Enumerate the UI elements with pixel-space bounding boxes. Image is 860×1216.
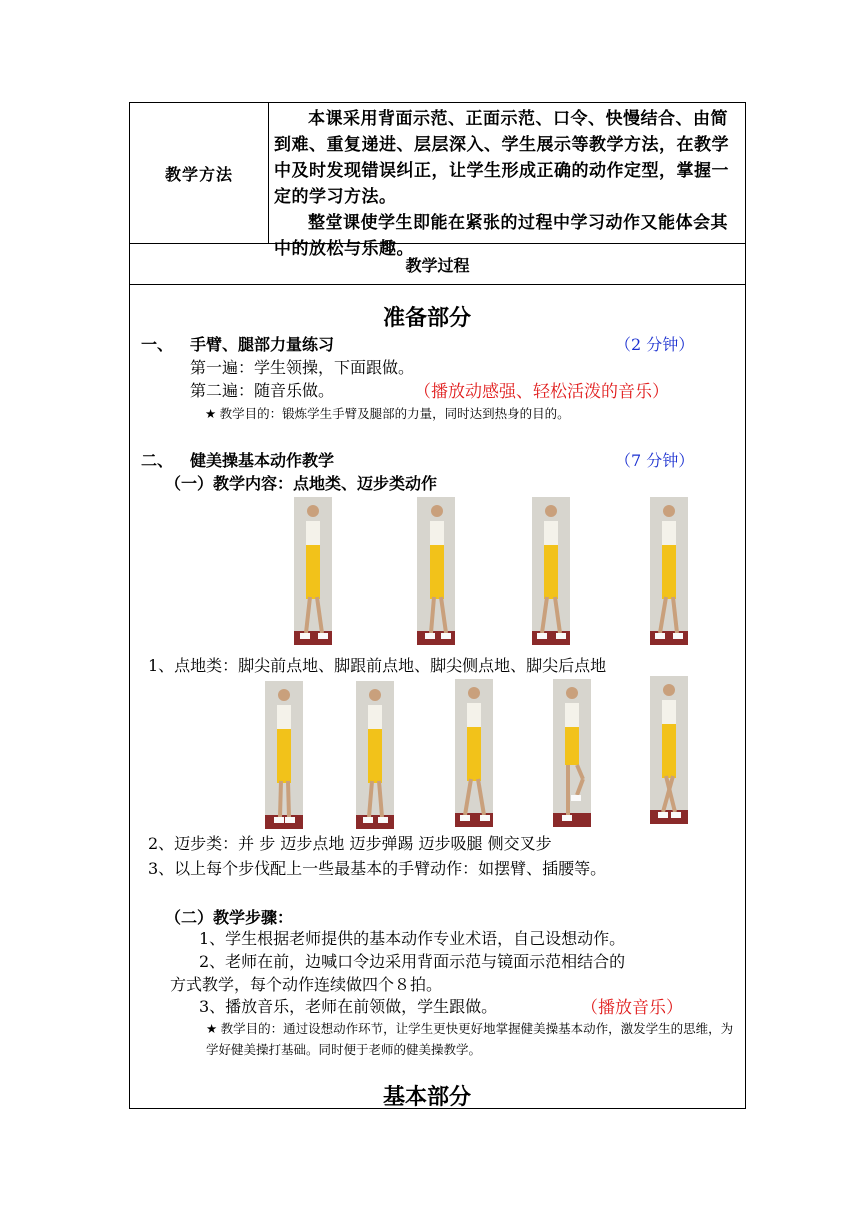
steps-goal: [206, 1019, 740, 1061]
method-paragraph-2: 整堂课使学生即能在紧张的过程中学习动作又能体会其中的放松与乐趣。: [274, 213, 728, 259]
step-2-line1: 2、老师在前，边喊口令边采用背面示范与镜面示范相结合的: [199, 952, 626, 971]
figure-illustration: [553, 679, 591, 827]
figure-illustration: [650, 497, 688, 645]
method-text: [274, 106, 740, 262]
column-divider: [268, 103, 269, 243]
steps-goal-text: ★ 教学目的：通过设想动作环节，让学生更快更好地掌握健美操基本动作，激发学生的思维，为学好健美操打基础。同时便于老师的健美操教学。: [206, 1022, 734, 1057]
method-paragraph-1: 本课采用背面示范、正面示范、口令、快慢结合、由简到难、重复递进、层层深入、学生展示等教学方法，在教学中及时发现错误纠正，让学生形成正确的动作定型，掌握一定的学习方法。: [274, 109, 729, 207]
figure-illustration: [265, 681, 303, 829]
item2-time: （7 分钟）: [615, 451, 695, 470]
photo-toe-front-tap: [294, 497, 332, 645]
photo-step-kick: [455, 679, 493, 827]
method-label: 教学方法: [164, 164, 233, 184]
music-note: （播放音乐）: [581, 998, 683, 1018]
caption-tap-steps: 1、点地类：脚尖前点地、脚跟前点地、脚尖侧点地、脚尖后点地: [148, 656, 607, 675]
item1-line1: 第一遍：学生领操，下面跟做。: [190, 358, 415, 377]
item1-line2: 第二遍：随音乐做。: [190, 381, 335, 400]
item1-time: （2 分钟）: [615, 335, 695, 354]
caption-arm-moves: 3、以上每个步伐配上一些最基本的手臂动作：如摆臂、插腰等。: [148, 859, 607, 878]
figure-illustration: [356, 681, 394, 829]
item2-number: 二、: [141, 451, 174, 470]
item2-content-heading: （一）教学内容：点地类、迈步类动作: [165, 474, 438, 493]
photo-step-together: [265, 681, 303, 829]
photo-toe-side-tap: [532, 497, 570, 645]
item1-goal: ★ 教学目的：锻炼学生手臂及腿部的力量，同时达到热身的目的。: [205, 407, 570, 421]
prep-section-title: 准备部分: [383, 305, 472, 331]
steps-heading: （二）教学步骤：: [165, 908, 294, 927]
photo-heel-front-tap: [417, 497, 455, 645]
figure-illustration: [532, 497, 570, 645]
process-title: 教学过程: [405, 255, 470, 275]
figure-illustration: [650, 676, 688, 824]
row-divider: [130, 284, 745, 285]
figure-illustration: [455, 679, 493, 827]
figure-illustration: [417, 497, 455, 645]
photo-step-tap: [356, 681, 394, 829]
figure-illustration: [294, 497, 332, 645]
photo-toe-back-tap: [650, 497, 688, 645]
item1-title: 手臂、腿部力量练习: [190, 335, 335, 354]
item2-title: 健美操基本动作教学: [190, 451, 335, 470]
photo-side-cross-step: [650, 676, 688, 824]
step-2-line2: 方式教学，每个动作连续做四个８拍。: [170, 975, 443, 994]
item1-number: 一、: [141, 335, 174, 354]
basic-section-title: 基本部分: [383, 1084, 472, 1110]
item1-music-note: （播放动感强、轻松活泼的音乐）: [414, 382, 669, 402]
step-1: 1、学生根据老师提供的基本动作专业术语，自己设想动作。: [199, 929, 626, 948]
caption-step-moves: 2、迈步类：并 步 迈步点地 迈步弹踢 迈步吸腿 侧交叉步: [148, 834, 552, 853]
step-3: 3、播放音乐，老师在前领做，学生跟做。: [199, 997, 498, 1016]
photo-step-knee-lift: [553, 679, 591, 827]
